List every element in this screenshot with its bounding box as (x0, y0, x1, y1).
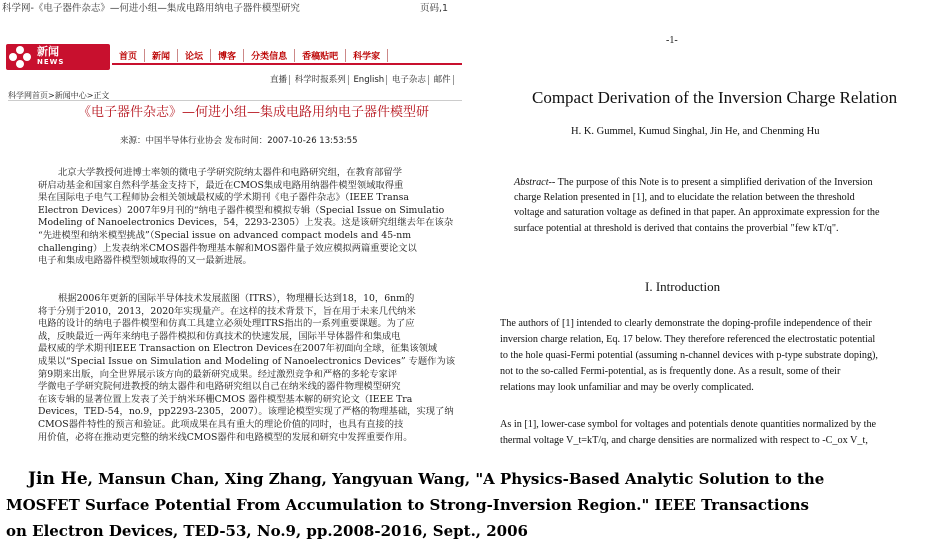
text-line: CMOS器件特性的预言和验证。此项成果在具有重大的理论价值的同时，也具有直接的技 (38, 418, 404, 430)
logo-text-cn: 新闻 (37, 45, 59, 58)
nav-item-news[interactable]: 新闻 (145, 49, 178, 62)
nav-item-forum[interactable]: 论坛 (178, 49, 211, 62)
article-paragraph-2 (38, 293, 462, 444)
paper-authors: H. K. Gummel, Kumud Singhal, Jin He, and Chenming Hu (571, 126, 820, 137)
text-line: 北京大学教授何进博士率领的微电子学研究院纳太器件和电路研究组，在教育部留学 (58, 167, 402, 178)
text-line: 成果以“Special Issue on Simulation and Modeling of Nanoelectronics Devices” 专题作为该 (38, 355, 456, 367)
article-paragraph-1 (38, 167, 462, 268)
text-line: “先进模型和纳米模型挑战”（Special issue on advanced compact models and 45-nm (38, 229, 412, 241)
page-header-text: 科学网-《电子器件杂志》—何进小组—集成电路用纳电子器件模型研究 (2, 3, 300, 14)
nav-item-blog[interactable]: 博客 (211, 49, 244, 62)
paper-abstract (514, 175, 914, 236)
citation-caption (6, 466, 926, 544)
text-line: voltage and saturation voltage as defined in that paper. An approximate expression for the (514, 207, 880, 219)
text-line: 根据2006年更新的国际半导体技术发展蓝图（ITRS），物理栅长达到18，10，6nm的 (58, 293, 415, 304)
text-line: Modeling of Nanoelectronics Devices，54，2293-2305）上发表。这是该研究组继去年在该杂 (38, 217, 454, 229)
text-line: 第9期来出版，向全世界展示该方向的最新研究成果。经过激烈竞争和严格的多轮专家评 (38, 368, 398, 380)
logo-mark-icon (9, 46, 31, 68)
text-line: challenging）上发表纳米CMOS器件物理基本解和MOS器件量子效应模拟两篇重要论文以 (38, 242, 417, 254)
paper-paragraph-1 (500, 316, 924, 396)
text-line: 果在国际电子电气工程师协会相关领域最权威的学术期刊《电子器件杂志》（IEEE Transa (38, 192, 409, 204)
breadcrumb[interactable]: 科学网首页>新闻中心>正文 (8, 91, 110, 100)
text-line: Electron Devices）2007年9月刊的“纳电子器件模型和模拟专辑（Special Issue on Simulatio (38, 204, 445, 216)
subnav-item[interactable]: 直播 (268, 75, 290, 85)
subnav-item[interactable]: 科学时报系列 (293, 75, 349, 85)
text-line: 用价值，必将在推动更完整的纳米线CMOS器件和电路模型的发展和研究中发挥重要作用。 (38, 431, 413, 443)
text-line: As in [1], lower-case symbol for voltages and potentials denote quantities normalized by the (500, 419, 877, 430)
text-line: surface potential at threshold is derived that contains the proverbial "few kT/q". (514, 222, 839, 234)
text-line: -- The purpose of this Note is to present a simplified derivation of the Inversion (548, 177, 873, 188)
text-line: thermal voltage V_t=kT/q, and charge densities are normalized with respect to -C_ox V_t, (500, 435, 868, 446)
text-line: 在该专辑的显著位置上发表了关于纳米环栅CMOS 器件模型基本解的研究论文（IEEE Tra (38, 393, 413, 405)
paper-title: Compact Derivation of the Inversion Charge Relation (532, 88, 898, 107)
paper-paragraph-2 (500, 417, 924, 449)
section-heading: I. Introduction (645, 279, 721, 294)
text-line: 电子和集成电路器件模型领域取得的又一最新进展。 (38, 255, 252, 267)
nav-item-classifieds[interactable]: 分类信息 (244, 49, 295, 62)
paper-page-clip (470, 0, 930, 460)
text-line: inversion charge relation, Eq. 17 below. They therefore referenced the electrostatic potential (500, 334, 876, 345)
text-line: 最权威的学术期刊IEEE Transaction on Electron Devices在2007年初面向全球，征集该领域 (38, 343, 438, 355)
text-line: 学微电子学研究院何进教授的纳太器件和电路研究组以自己在纳米线的器件物理模型研究 (38, 381, 401, 393)
citation-author-lead: Jin He (28, 469, 88, 489)
text-line: The authors of [1] intended to clearly demonstrate the doping-profile independence of their (500, 318, 872, 329)
text-line: 研启动基金和国家自然科学基金支持下，最近在CMOS集成电路用纳器件模型领域取得重 (38, 179, 404, 191)
page-label: 页码,1 (420, 3, 449, 14)
text-line: charge Relation presented in [1], and to elucidate the relation between the threshold (514, 192, 855, 204)
nav-item-home[interactable]: 首页 (112, 49, 145, 62)
citation-line-3: on Electron Devices, TED-53, No.9, pp.2008-2016, Sept., 2006 (6, 522, 528, 540)
subnav-item[interactable]: English (351, 75, 387, 85)
abstract-lead: Abstract (514, 177, 549, 188)
nav-item-bar[interactable]: 香稿贴吧 (295, 49, 346, 62)
article-source: 来源：中国半导体行业协会 发布时间：2007-10-26 13:53:55 (120, 136, 358, 146)
paper-page-number: -1- (666, 35, 678, 46)
citation-line-2: MOSFET Surface Potential From Accumulation to Strong-Inversion Region." IEEE Transactions (6, 496, 809, 514)
text-line: relations may look unfamiliar and may be overly complicated. (500, 382, 754, 393)
logo-text-en: NEWS (37, 58, 65, 66)
nav-item-scientists[interactable]: 科学家 (346, 49, 388, 62)
news-logo[interactable] (6, 44, 110, 70)
text-line: 将于分别于2010，2013，2020年实现量产。在这样的技术背景下，旨在用于未来几代纳米 (38, 305, 416, 317)
subnav-item[interactable]: 邮件 (432, 75, 454, 85)
text-line: 电路的设计的纳电子器件模型和仿真工具建立必须处理ITRS指出的一系列重要课题。为了应 (38, 318, 415, 330)
text-line: to the hole quasi-Fermi potential (assuming n-channel devices with p-type substrate doping), (500, 350, 878, 361)
text-line: Devices，TED-54，no.9，pp2293-2305，2007）。该理论模型实现了严格的物理基础，实现了纳 (38, 406, 454, 418)
main-nav (112, 48, 462, 65)
citation-line-1: , Mansun Chan, Xing Zhang, Yangyuan Wang, "A Physics-Based Analytic Solution to the (87, 470, 825, 488)
text-line: not to the so-called Fermi-potential, as is frequently done. As a result, some of their (500, 366, 841, 377)
page-header (2, 0, 449, 14)
subnav-item[interactable]: 电子杂志 (390, 75, 429, 85)
sub-nav (268, 73, 454, 85)
news-article-clip (0, 0, 462, 460)
article-title: 《电子器件杂志》—何进小组—集成电路用纳电子器件模型研 (78, 105, 430, 120)
text-line: 战，反映最近一两年来纳电子器件模拟和仿真技术的快速发展，国际半导体器件和集成电 (38, 330, 401, 342)
